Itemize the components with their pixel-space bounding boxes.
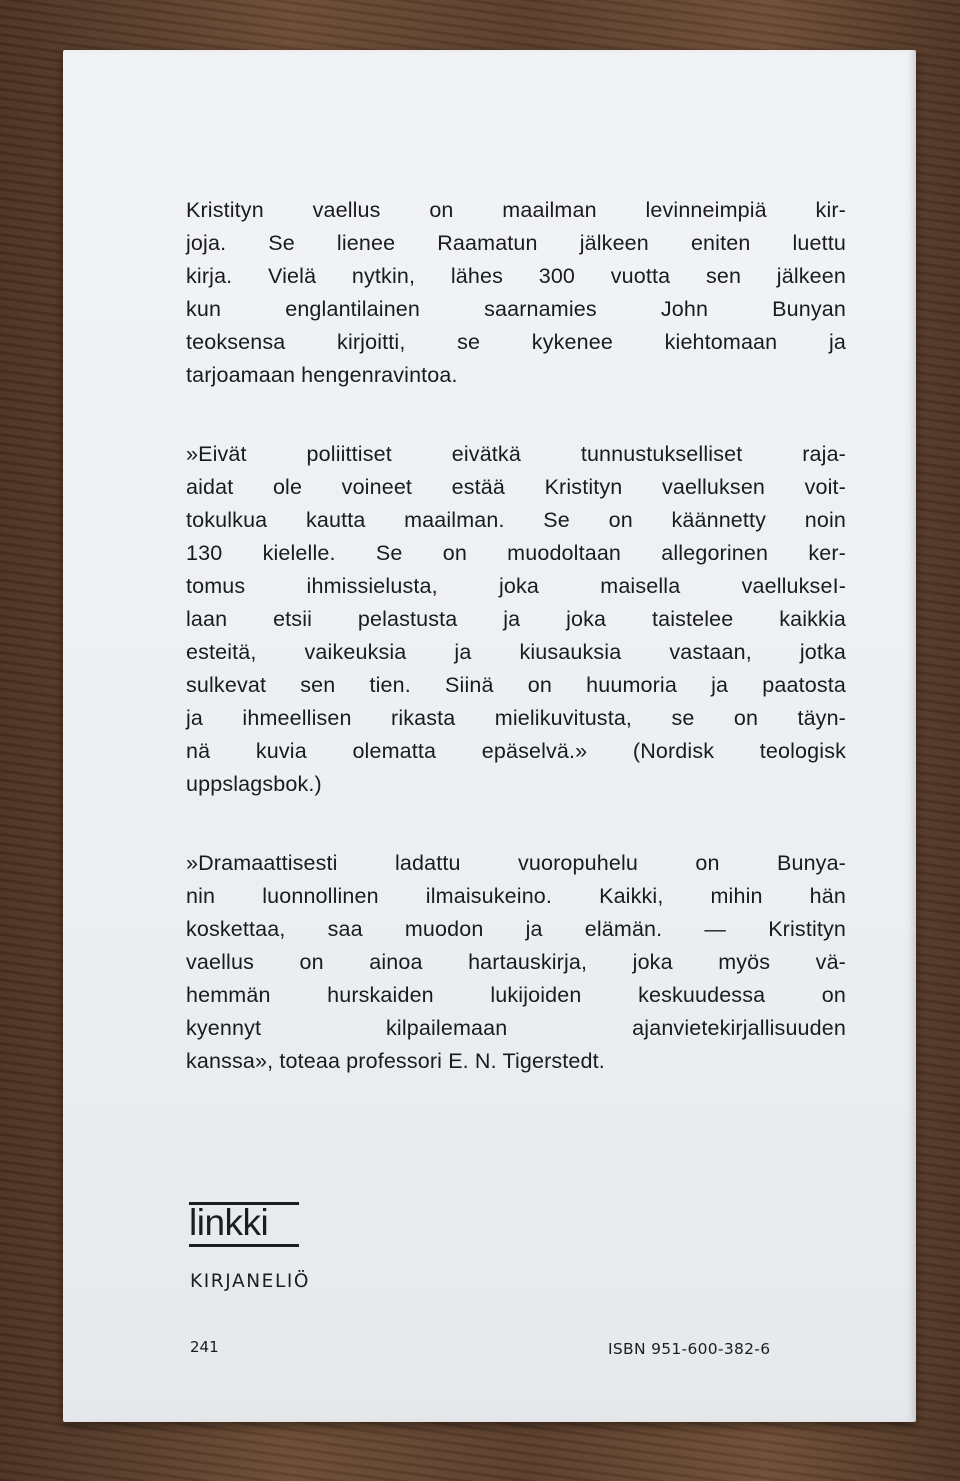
text-line: kanssa», toteaa professori E. N. Tigerstedt. bbox=[186, 1049, 605, 1073]
logo-rule-bottom bbox=[189, 1244, 299, 1247]
text-line: hemmän hurskaiden lukijoiden keskuudessa on bbox=[186, 983, 846, 1007]
book-back-cover bbox=[63, 50, 916, 1422]
text-line: kyennyt kilpailemaan ajanvietekirjallisuuden bbox=[186, 1016, 846, 1040]
text-line: uppslagsbok.) bbox=[186, 772, 322, 796]
text-line: ja ihmeellisen rikasta mielikuvitusta, se on täyn- bbox=[186, 706, 846, 730]
publisher-name: KIRJANELIÖ bbox=[190, 1271, 311, 1292]
text-line: »Eivät poliittiset eivätkä tunnustukselliset raja- bbox=[186, 442, 846, 466]
text-line: »Dramaattisesti ladattu vuoropuhelu on Bunya- bbox=[186, 851, 846, 875]
text-line: sulkevat sen tien. Siinä on huumoria ja paatosta bbox=[186, 673, 846, 697]
text-line: kirja. Vielä nytkin, lähes 300 vuotta sen jälkeen bbox=[186, 264, 846, 288]
text-line: 130 kielelle. Se on muodoltaan allegorinen ker- bbox=[186, 541, 846, 565]
text-line: teoksensa kirjoitti, se kykenee kiehtomaan ja bbox=[186, 330, 846, 354]
series-number: 241 bbox=[190, 1338, 219, 1356]
text-line: vaellus on ainoa hartauskirja, joka myös vä- bbox=[186, 950, 846, 974]
text-line: koskettaa, saa muodon ja elämän. — Kristityn bbox=[186, 917, 846, 941]
text-line: esteitä, vaikeuksia ja kiusauksia vastaan, jotka bbox=[186, 640, 846, 664]
text-line: tomus ihmissielusta, joka maisella vaellukseI- bbox=[186, 574, 846, 598]
text-line: aidat ole voineet estää Kristityn vaelluksen voit- bbox=[186, 475, 846, 499]
isbn: ISBN 951-600-382-6 bbox=[608, 1340, 771, 1358]
text-line: nin luonnollinen ilmaisukeino. Kaikki, mihin hän bbox=[186, 884, 846, 908]
text-line: tarjoamaan hengenravintoa. bbox=[186, 363, 458, 387]
logo-wordmark: linkki bbox=[189, 1202, 269, 1243]
blurb-paragraph-2 bbox=[186, 438, 846, 801]
text-line: laan etsii pelastusta ja joka taistelee kaikkia bbox=[186, 607, 846, 631]
text-line: joja. Se lienee Raamatun jälkeen eniten luettu bbox=[186, 231, 846, 255]
blurb-paragraph-1 bbox=[186, 194, 846, 392]
linkki-logo bbox=[189, 1200, 301, 1250]
blurb-paragraph-3 bbox=[186, 847, 846, 1078]
text-line: kun englantilainen saarnamies John Bunyan bbox=[186, 297, 846, 321]
text-line: nä kuvia olematta epäselvä.» (Nordisk teologisk bbox=[186, 739, 846, 763]
text-line: Kristityn vaellus on maailman levinneimpiä kir- bbox=[186, 198, 846, 222]
text-line: tokulkua kautta maailman. Se on käännetty noin bbox=[186, 508, 846, 532]
